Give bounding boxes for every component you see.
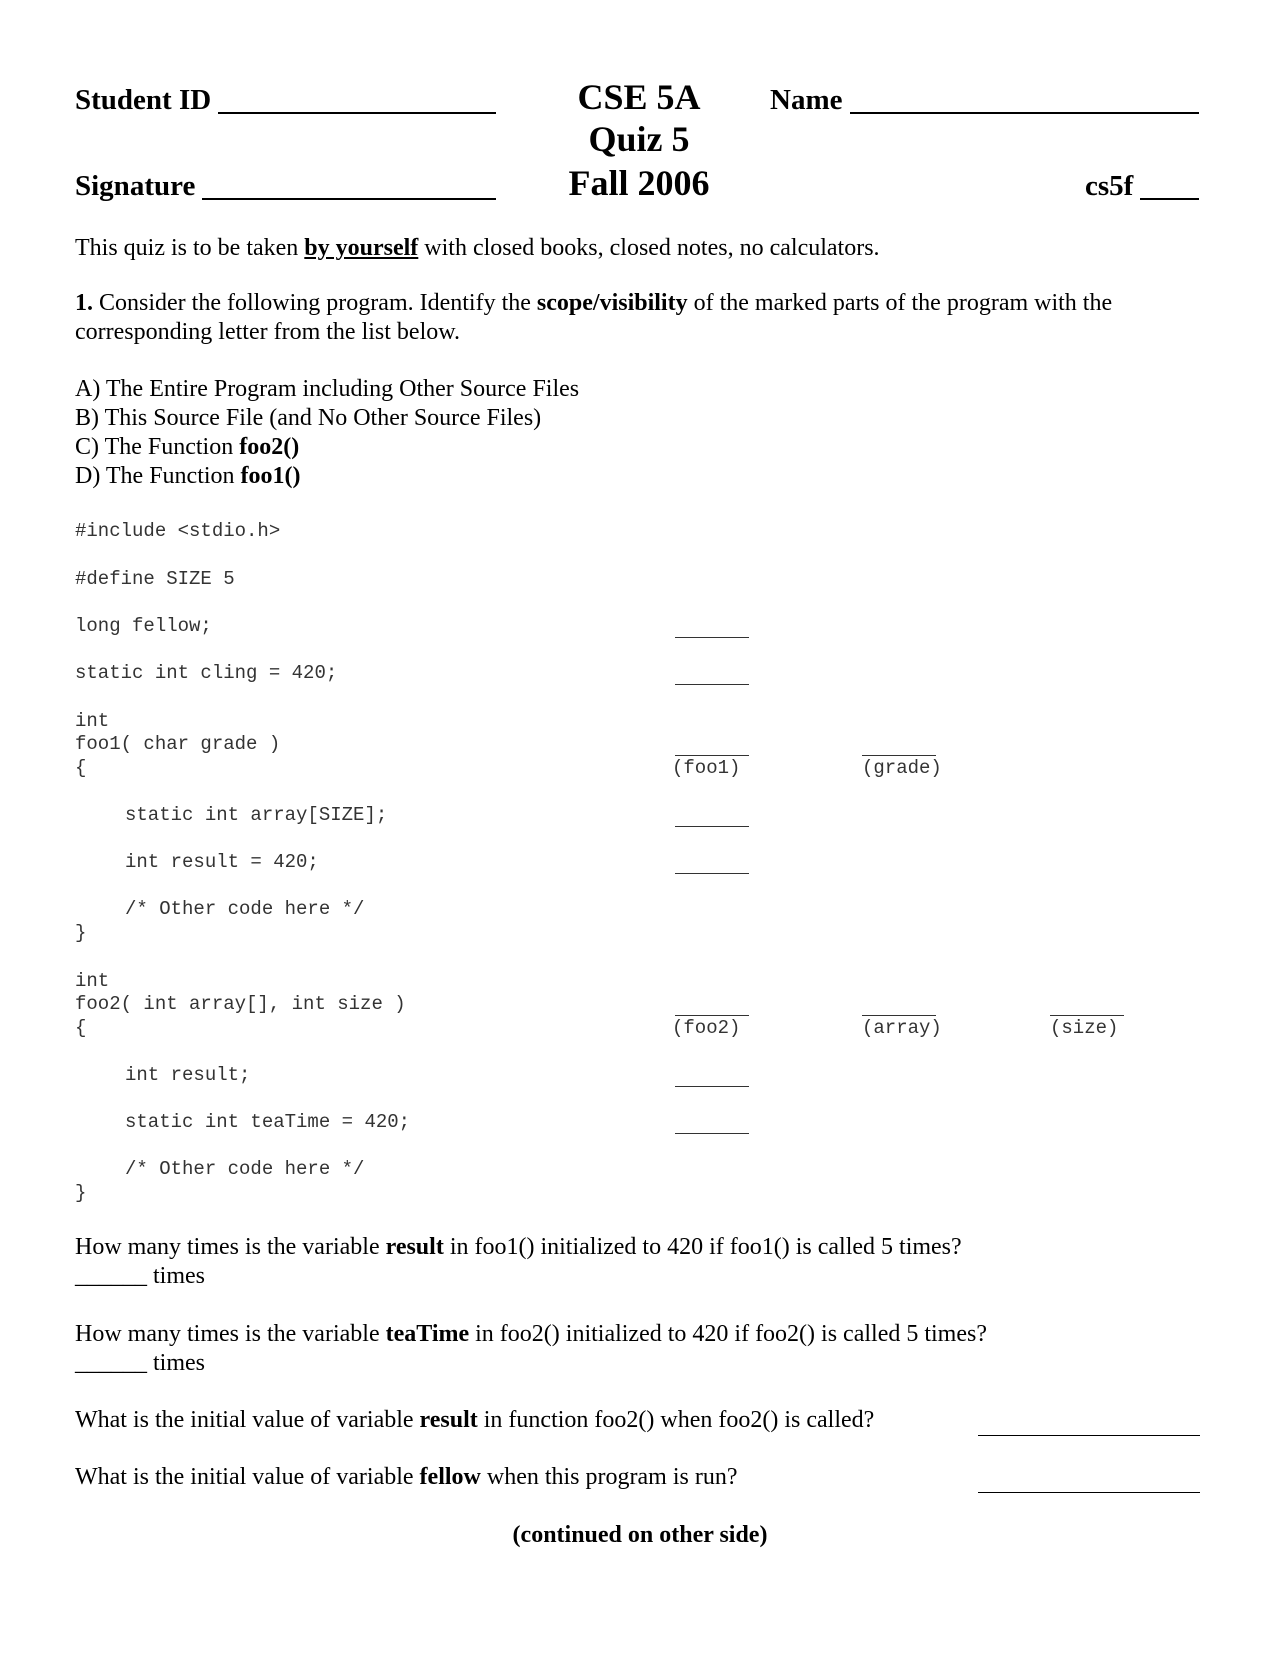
question-fellow-initial-value: What is the initial value of variable fellow when this program is run? — [75, 1464, 738, 1490]
code-foo1-signature: foo1( char grade ) — [75, 733, 281, 755]
course-title: CSE 5A — [577, 77, 701, 117]
blank-result-foo1[interactable] — [675, 873, 749, 874]
option-d: D) The Function foo1() — [75, 463, 301, 489]
name-label: Name — [770, 84, 843, 116]
question-1-text: 1. Consider the following program. Identify the scope/visibility of the marked parts of the program with the — [75, 290, 1113, 316]
option-b: B) This Source File (and No Other Source Files) — [75, 405, 542, 431]
label-foo2: (foo2) — [672, 1017, 741, 1039]
question-result-init-count: How many times is the variable result in foo1() initialized to 420 if foo1() is called 5 times? — [75, 1234, 962, 1260]
intro-emphasis: by yourself — [304, 235, 419, 261]
student-id-label: Student ID — [75, 84, 212, 116]
intro-text: This quiz is to be taken by yourself with closed books, closed notes, no calculators. — [75, 235, 880, 261]
code-brace-close-2: } — [75, 1182, 87, 1204]
answer-result-initial-value[interactable] — [978, 1435, 1200, 1436]
blank-array-param[interactable] — [862, 1015, 936, 1016]
question-1-text-line2: corresponding letter from the list below. — [75, 319, 461, 345]
code-brace-open-2: { — [75, 1017, 87, 1039]
code-int-2: int — [75, 970, 110, 992]
quiz-title: Quiz 5 — [588, 119, 690, 159]
signature-field[interactable] — [202, 198, 496, 200]
blank-fellow[interactable] — [675, 637, 749, 638]
question-teatime-init-count: How many times is the variable teaTime in foo2() initialized to 420 if foo2() is called 5 times? — [75, 1321, 987, 1347]
code-result-init: int result = 420; — [125, 851, 319, 873]
label-foo1: (foo1) — [672, 757, 741, 779]
label-array: (array) — [862, 1017, 942, 1039]
code-comment-2: /* Other code here */ — [125, 1158, 365, 1180]
code-foo2-signature: foo2( int array[], int size ) — [75, 993, 406, 1015]
blank-foo1[interactable] — [675, 755, 749, 756]
blank-size-param[interactable] — [1050, 1015, 1124, 1016]
option-c: C) The Function foo2() — [75, 434, 300, 460]
code-array-decl: static int array[SIZE]; — [125, 804, 388, 826]
label-size: (size) — [1050, 1017, 1119, 1039]
code-comment-1: /* Other code here */ — [125, 898, 365, 920]
blank-cling[interactable] — [675, 684, 749, 685]
student-id-field[interactable] — [218, 112, 496, 114]
signature-label: Signature — [75, 170, 196, 202]
code-fellow: long fellow; — [75, 615, 212, 637]
answer-result-init-count[interactable]: ______ times — [75, 1263, 205, 1289]
code-result-decl: int result; — [125, 1064, 251, 1086]
code-include: #include <stdio.h> — [75, 520, 281, 542]
blank-teatime[interactable] — [675, 1133, 749, 1134]
option-a: A) The Entire Program including Other Source Files — [75, 376, 580, 402]
code-int-1: int — [75, 710, 110, 732]
label-grade: (grade) — [862, 757, 942, 779]
blank-grade[interactable] — [862, 755, 936, 756]
answer-fellow-initial-value[interactable] — [978, 1492, 1200, 1493]
code-teatime-decl: static int teaTime = 420; — [125, 1111, 411, 1133]
blank-foo2[interactable] — [675, 1015, 749, 1016]
code-define: #define SIZE 5 — [75, 568, 235, 590]
answer-teatime-init-count[interactable]: ______ times — [75, 1350, 205, 1376]
question-result-initial-value: What is the initial value of variable result in function foo2() when foo2() is called? — [75, 1407, 875, 1433]
code-brace-open-1: { — [75, 757, 87, 779]
code-brace-close-1: } — [75, 922, 87, 944]
term-title: Fall 2006 — [568, 163, 710, 203]
code-cling: static int cling = 420; — [75, 662, 338, 684]
cs-account-field[interactable] — [1140, 198, 1199, 200]
cs-account-label: cs5f — [1085, 170, 1134, 202]
footer-continued: (continued on other side) — [512, 1522, 768, 1548]
blank-result-foo2[interactable] — [675, 1086, 749, 1087]
blank-array[interactable] — [675, 826, 749, 827]
name-field[interactable] — [850, 112, 1199, 114]
question-1-number: 1. — [75, 290, 93, 316]
